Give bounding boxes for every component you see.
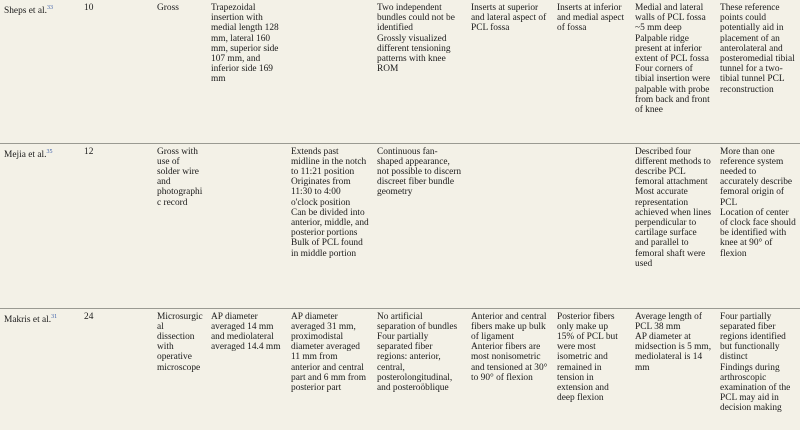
author-name: Sheps et al.	[4, 6, 47, 17]
cell-text: Gross	[157, 3, 179, 13]
pm-bundle-cell	[553, 308, 631, 430]
landmarks-cell	[631, 143, 716, 308]
landmarks-cell	[631, 0, 716, 143]
author-cell	[0, 143, 80, 308]
al-bundle-cell	[467, 308, 553, 430]
pm-bundle-cell	[553, 143, 631, 308]
cell-text: Inserts at inferior and medial aspect of fossa	[557, 3, 625, 34]
tibial-size-cell	[207, 308, 287, 430]
cell-text: Two independent bundles could not be identified	[377, 3, 455, 34]
cell-text: Originates from 11:30 to 4:00 o'clock position	[291, 177, 351, 208]
cell-text: AP diameter at midsection is 5 mm, mediolateral is 14 mm	[635, 331, 712, 373]
landmarks-cell	[631, 308, 716, 430]
bundles-cell	[373, 0, 467, 143]
cell-text: Posterior fibers only make up 15% of PCL but were most isometric and remained in tension in extension and deep flexion	[557, 311, 618, 404]
cell-text: Anterior and central fibers make up bulk of ligament	[471, 311, 547, 342]
method-cell	[153, 143, 207, 308]
specimen-count: 12	[80, 143, 153, 308]
bundles-cell	[373, 143, 467, 308]
reference-link[interactable]: 33	[46, 5, 53, 11]
cell-text: Microsurgical dissection with operative microscope	[157, 311, 203, 373]
cell-text: Medial and lateral walls of PCL fossa ~5 mm deep	[635, 3, 706, 34]
femoral-size-cell	[287, 308, 373, 430]
cell-text: Four partially separated fiber regions: anterior, central, posterolongitudinal, and posteroöblique	[377, 331, 453, 393]
cell-text: Grossly visualized different tensioning patterns with knee ROM	[377, 33, 451, 75]
tibial-size-cell	[207, 143, 287, 308]
cell-text: Four corners of tibial insertion were palpable with probe from back and front of knee	[635, 64, 710, 116]
author-cell	[0, 308, 80, 430]
notes-cell	[716, 143, 800, 308]
reference-link[interactable]: 31	[51, 313, 58, 320]
author-cell	[0, 0, 80, 143]
bundles-cell	[373, 308, 467, 430]
cell-text: Trapezoidal insertion with medial length 128 mm, lateral 160 mm, superior side 107 mm, and inferior side 169 mm	[211, 3, 279, 85]
cell-text: Extends past midline in the notch to 11:21 position	[291, 146, 367, 177]
cell-text: Gross with use of solder wire and photographic record	[157, 146, 203, 208]
specimen-count: 24	[84, 311, 94, 322]
cell-text: Palpable ridge present at inferior extent of PCL fossa	[635, 33, 709, 65]
cell-text: Continuous fan-shaped appearance, not possible to discern discreet fiber bundle geometry	[377, 146, 462, 198]
table-row	[0, 143, 800, 308]
method-cell	[153, 308, 207, 430]
al-bundle-cell	[467, 143, 553, 308]
author-name: Makris et al.	[4, 314, 52, 325]
pm-bundle-cell	[553, 0, 631, 143]
cell-text: Can be divided into anterior, middle, and posterior portions	[291, 207, 369, 239]
al-bundle-cell	[467, 0, 553, 143]
reference-link[interactable]: 35	[46, 148, 53, 155]
table-row	[0, 0, 800, 143]
cell-text: Findings during arthroscopic examination of the PCL may aid in decision making	[720, 362, 791, 414]
cell-text: Average length of PCL 38 mm	[635, 311, 702, 332]
femoral-size-cell	[287, 0, 373, 143]
cell-text: No artificial separation of bundles	[377, 311, 458, 332]
cell-text: These reference points could potentially aid in placement of an anterolateral and posteromedial tibial tunnel for a two-tibial tunnel PCL reconstruction	[720, 3, 795, 95]
cell-text: Most accurate representation achieved when lines perpendicular to cartilage surface and parallel to femoral shaft were used	[635, 187, 712, 269]
cell-text: More than one reference system needed to accurately describe femoral origin of PCL	[720, 146, 793, 208]
notes-cell	[716, 0, 800, 143]
tibial-size-cell	[207, 0, 287, 143]
notes-cell	[716, 308, 800, 430]
cell-text: AP diameter averaged 31 mm, proximodistal diameter averaged 11 mm from anterior and central part and 6 mm from posterior part	[291, 311, 366, 393]
femoral-size-cell	[287, 143, 373, 308]
cell-text: Location of center of clock face should be identified with knee at 90° of flexion	[720, 207, 796, 259]
cell-text: Anterior fibers are most nonisometric and tensioned at 30° to 90° of flexion	[471, 342, 548, 383]
cell-text: Four partially separated fiber regions identified but functionally distinct	[720, 311, 786, 363]
specimen-count: 10	[80, 0, 153, 143]
author-name: Mejia et al.	[4, 149, 47, 160]
table-row	[0, 308, 800, 430]
method-cell	[153, 0, 207, 143]
cell-text: AP diameter averaged 14 mm and mediolateral averaged 14.4 mm	[211, 311, 281, 353]
cell-text: Described four different methods to describe PCL femoral attachment	[635, 146, 711, 188]
cell-text: Inserts at superior and lateral aspect of PCL fossa	[471, 3, 547, 34]
cell-text: Bulk of PCL found in middle portion	[291, 238, 363, 259]
